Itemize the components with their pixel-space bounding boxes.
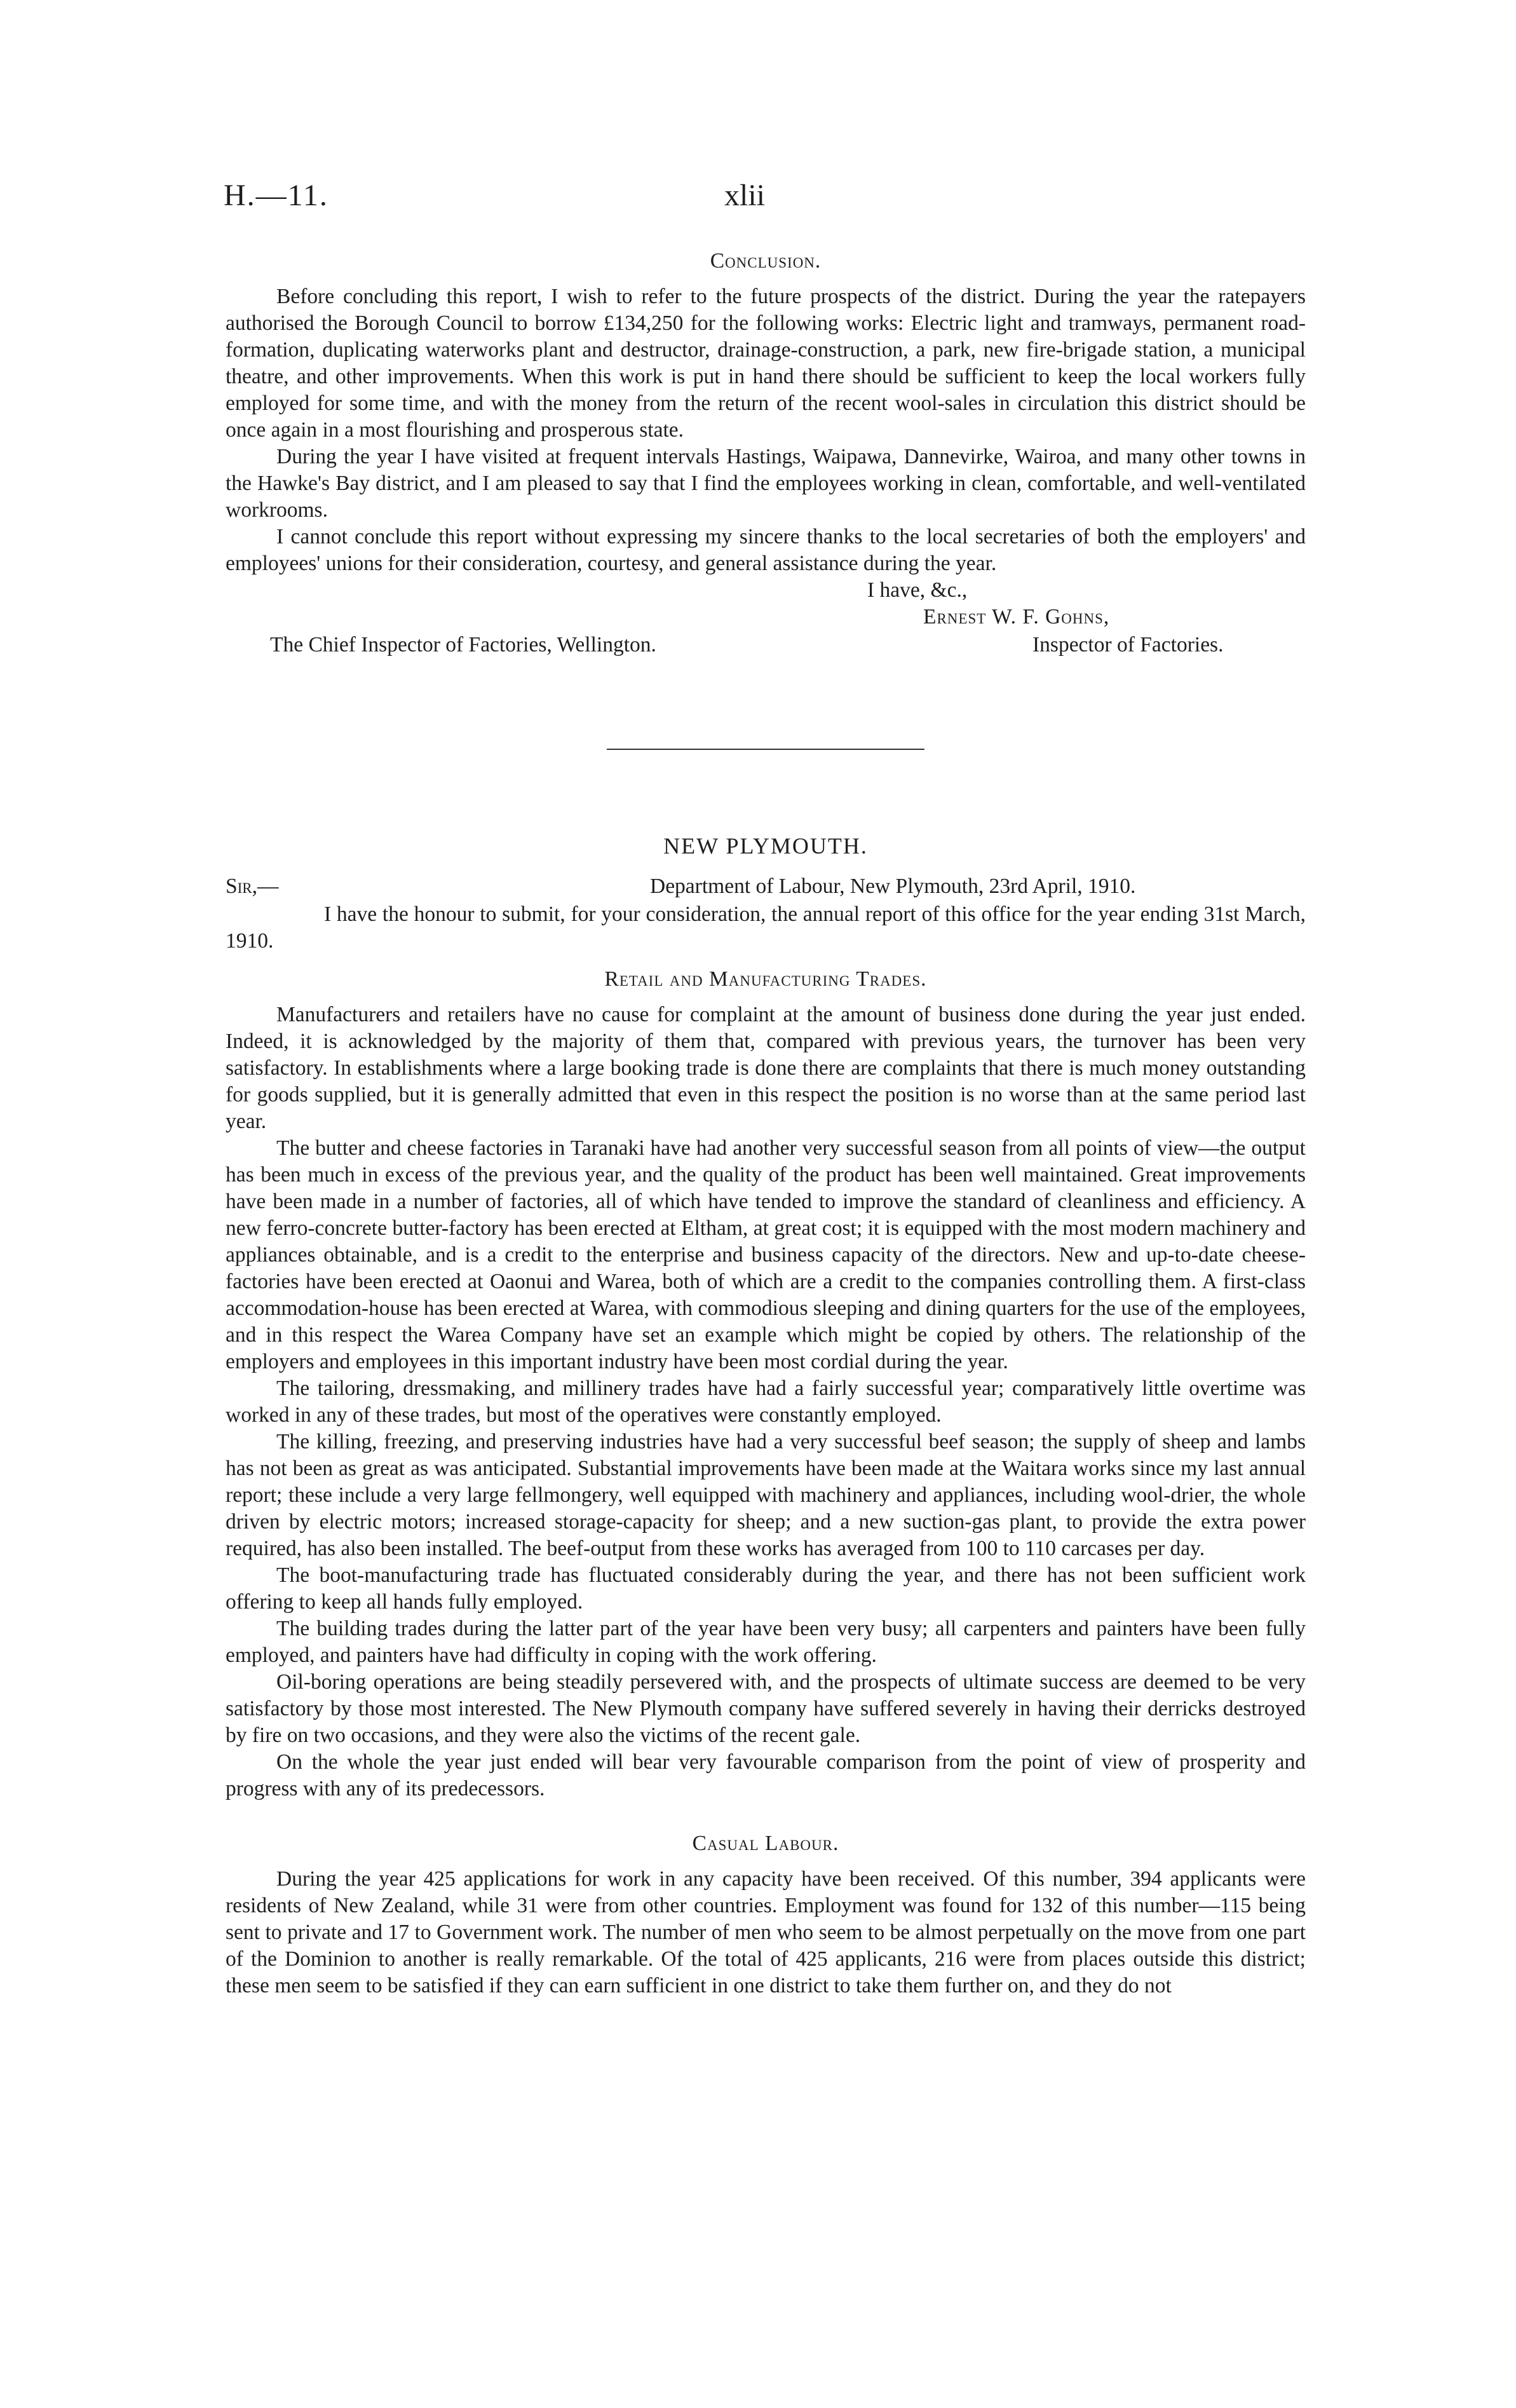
retail-paragraph: The killing, freezing, and preserving industries have had a very successful beef season; the supply of sheep and lambs has not been as great as was anticipated. Substantial improvements have been made at the Waitara works since my last annual report; these include a very large fellmongery, well equipped with machinery and appliances, including wool-drier, the whole driven by electric motors; increased storage-capacity for sheep; and a new suction-gas plant, to provide the extra power required, has also been installed. The beef-output from these works has averaged from 100 to 110 carcases per day.: [226, 1430, 1306, 1560]
retail-heading: Retail and Manufacturing Trades.: [604, 967, 927, 991]
conclusion-paragraph: During the year I have visited at frequent intervals Hastings, Waipawa, Dannevirke, Wairoa, and many other towns in the Hawke's Bay district, and I am pleased to say that I find the employees working in clean, comfortable, and well-ventilated workrooms.: [226, 445, 1306, 522]
conclusion-paragraph: Before concluding this report, I wish to refer to the future prospects of the district. During the year the ratepayers authorised the Borough Council to borrow £134,250 for the following works: Electric light and tramways, permanent road-formation, duplicating waterworks plant and destructor, drainage-construction, a park, new fire-brigade station, a municipal theatre, and other improvements. When this work is put in hand there should be sufficient to keep the local workers fully employed for some time, and with the money from the return of the recent wool-sales in circulation this district should be once again in a most flourishing and prosperous state.: [226, 285, 1306, 442]
section-divider: [607, 749, 924, 750]
signoff-block: [226, 577, 1306, 660]
report-reference: H.—11.: [224, 179, 328, 212]
casual-labour-heading: Casual Labour.: [692, 1832, 839, 1855]
retail-paragraph: The tailoring, dressmaking, and millinery trades have had a fairly successful year; comparatively little overtime was worked in any of these trades, but most of the operatives were constantly employed.: [226, 1377, 1306, 1427]
intro-paragraph: I have the honour to submit, for your consideration, the annual report of this office for the year ending 31st March, 1910.: [226, 902, 1306, 953]
retail-paragraph: Manufacturers and retailers have no cause for complaint at the amount of business done during the year just ended. Indeed, it is acknowledged by the majority of them that, compared with previous years, the turnover has been very satisfactory. In establishments where a large booking trade is done there are complaints that there is much money outstanding for goods supplied, but it is generally admitted that even in this respect the position is no worse than at the same period last year.: [226, 1003, 1306, 1133]
signoff-title: Inspector of Factories.: [1032, 633, 1224, 656]
conclusion-paragraph: I cannot conclude this report without expressing my sincere thanks to the local secretaries of both the employers' and employees' unions for their consideration, courtesy, and general assistance during the year.: [226, 525, 1306, 575]
dateline: Department of Labour, New Plymouth, 23rd April, 1910.: [650, 874, 1136, 898]
retail-paragraph: The building trades during the latter part of the year have been very busy; all carpenters and painters have been fully employed, and painters have had difficulty in coping with the work offering.: [226, 1617, 1306, 1667]
casual-labour-paragraph: During the year 425 applications for work in any capacity have been received. Of this number, 394 applicants were residents of New Zealand, while 31 were from other countries. Employment was found for 132 of this number—115 being sent to private and 17 to Government work. The number of men who seem to be almost perpetually on the move from one part of the Dominion to another is really remarkable. Of the total of 425 applicants, 216 were from places outside this district; these men seem to be satisfied if they can earn sufficient in one district to take them further on, and they do not: [226, 1867, 1306, 1997]
signoff-name: Ernest W. F. Gohns,: [923, 605, 1110, 629]
page-number: xlii: [724, 179, 766, 212]
signoff-have: I have, &c.,: [867, 578, 968, 602]
page-content: [226, 248, 1306, 1999]
retail-paragraph: On the whole the year just ended will bear very favourable comparison from the point of view of prosperity and progress with any of its predecessors.: [226, 1750, 1306, 1800]
salutation: Sir,—: [226, 874, 279, 898]
retail-paragraph: The boot-manufacturing trade has fluctuated considerably during the year, and there has not been sufficient work offering to keep all hands fully employed.: [226, 1563, 1306, 1614]
new-plymouth-heading: NEW PLYMOUTH.: [663, 833, 868, 859]
salutation-row: [226, 873, 1306, 901]
retail-paragraph: The butter and cheese factories in Taranaki have had another very successful season from all points of view—the output has been much in excess of the previous year, and the quality of the product has been well maintained. Great improvements have been made in a number of factories, all of which have tended to improve the standard of cleanliness and efficiency. A new ferro-concrete butter-factory has been erected at Eltham, at great cost; it is equipped with the most modern machinery and appliances obtainable, and is a credit to the enterprise and business capacity of the directors. New and up-to-date cheese-factories have been erected at Oaonui and Warea, both of which are a credit to the companies controlling them. A first-class accommodation-house has been erected at Warea, with commodious sleeping and dining quarters for the use of the employees, and in this respect the Warea Company have set an example which might be copied by others. The relationship of the employers and employees in this important industry have been most cordial during the year.: [226, 1136, 1306, 1373]
signoff-recipient: The Chief Inspector of Factories, Wellington.: [270, 633, 656, 656]
retail-paragraph: Oil-boring operations are being steadily persevered with, and the prospects of ultimate success are deemed to be very satisfactory by those most interested. The New Plymouth company have suffered severely in having their derricks destroyed by fire on two occasions, and they were also the victims of the recent gale.: [226, 1670, 1306, 1747]
conclusion-heading: Conclusion.: [710, 249, 822, 273]
